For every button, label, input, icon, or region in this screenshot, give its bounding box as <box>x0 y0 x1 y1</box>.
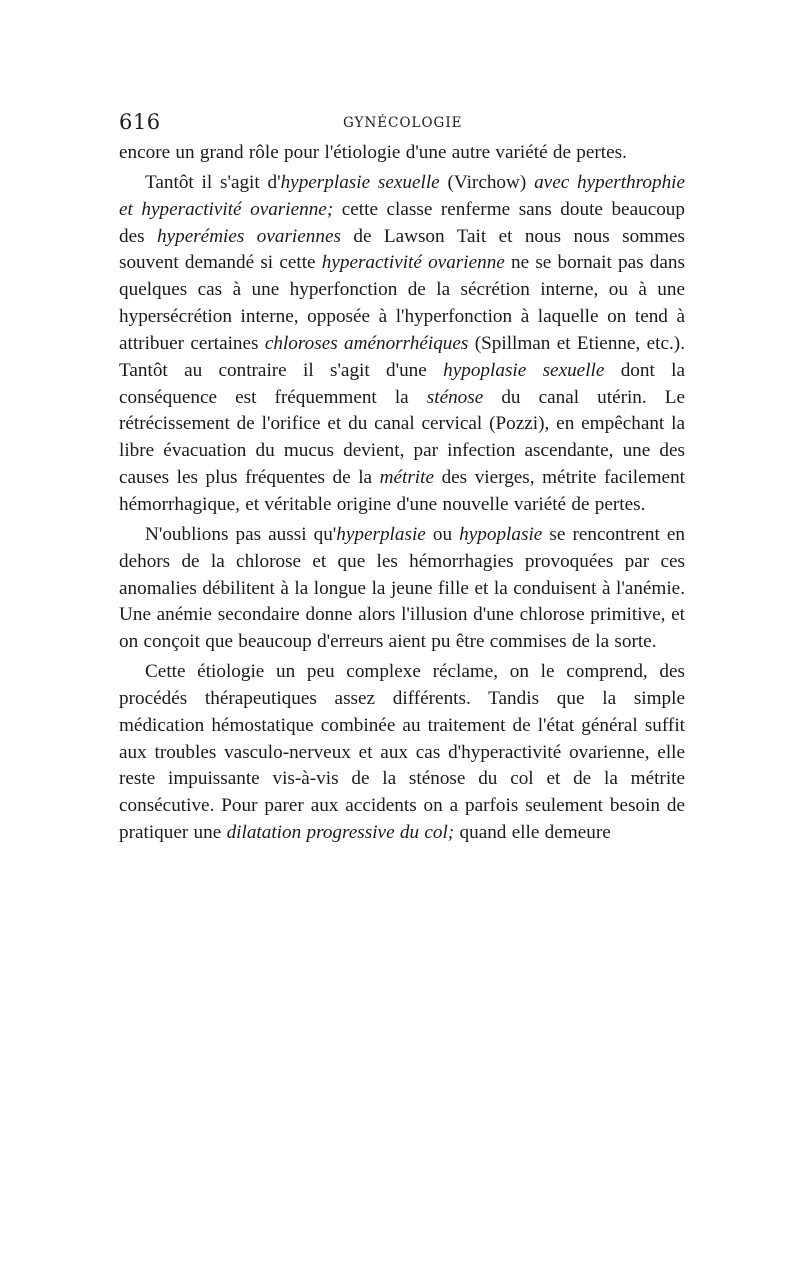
text-run: (Spillman et Etienne, etc.). Tantôt au contraire il s'agit d'une <box>119 332 685 381</box>
paragraph <box>119 140 685 167</box>
text-run: se rencontrent en dehors de la chlorose et que les hémorrhagies provoquées par ces anomalies débilitent à la longue la jeune fille et la conduisent à l'anémie. Une anémie secondaire donne alors l'illusion d'une chlorose primitive, et on conçoit que beaucoup d'erreurs aient pu être commises de la sorte. <box>119 523 686 653</box>
running-head <box>119 110 685 140</box>
italic-text: sténose <box>426 386 484 408</box>
text-run: Cette étiologie un peu complexe réclame, on le comprend, des procédés thérapeutiques assez différents. Tandis que la simple médication hémostatique combinée au traitement de l'état général suffit aux troubles vasculo-nerveux et aux cas d'hyperactivité ovarienne, elle reste impuissante vis-à-vis de la sténose du col et de la métrite consécutive. Pour parer aux accidents on a parfois seulement besoin de pratiquer une <box>119 661 685 844</box>
text-run: des vierges, métrite facilement hémorrhagique, et véritable origine d'une nouvelle variété de pertes. <box>119 467 685 515</box>
paragraph <box>119 170 685 519</box>
text-run: ne se bornait pas dans quelques cas à une hyperfonction de la sécrétion interne, ou à une hypersécrétion interne, opposée à l'hyperfonction à laquelle on tend à attribuer certaines <box>119 252 685 354</box>
italic-text: hyperplasie <box>336 523 426 545</box>
text-run: du canal utérin. Le rétrécissement de l'orifice et du canal cervical (Pozzi), en empêchant la libre évacuation du mucus devient, par infection ascendante, une des causes les plus fréquentes de la <box>119 386 686 489</box>
text-run: dont la conséquence est fréquemment la <box>119 359 685 408</box>
book-page <box>119 110 685 847</box>
italic-text: dilatation progressive du col; <box>226 822 455 844</box>
italic-text: métrite <box>379 467 434 489</box>
text-run: encore un grand rôle pour l'étiologie d'une autre variété de pertes. <box>119 142 627 163</box>
text-run: cette classe renferme sans doute beaucoup des <box>119 198 685 247</box>
italic-text: hyperplasie sexuelle <box>280 171 440 193</box>
paragraph <box>119 522 685 656</box>
text-run: N'oublions pas aussi qu' <box>145 523 337 545</box>
italic-text: chloroses aménorrhéiques <box>264 332 469 354</box>
italic-text: hypoplasie <box>459 523 543 545</box>
body-text <box>119 140 685 847</box>
text-run: de Lawson Tait et nous nous sommes souvent demandé si cette <box>119 225 686 274</box>
paragraph <box>119 659 685 847</box>
text-run: quand elle demeure <box>454 822 611 844</box>
italic-text: hyperémies ovariennes <box>156 225 341 247</box>
running-title: GYNÉCOLOGIE <box>343 115 463 131</box>
italic-text: avec hyperthrophie et hyperactivité ovarienne; <box>119 171 686 220</box>
text-run: ou <box>425 523 460 545</box>
text-run: Tantôt il s'agit d' <box>145 171 281 193</box>
italic-text: hypoplasie sexuelle <box>443 359 605 381</box>
page-number: 616 <box>119 110 161 134</box>
text-run: (Virchow) <box>439 171 535 193</box>
italic-text: hyperactivité ovarienne <box>321 252 505 274</box>
